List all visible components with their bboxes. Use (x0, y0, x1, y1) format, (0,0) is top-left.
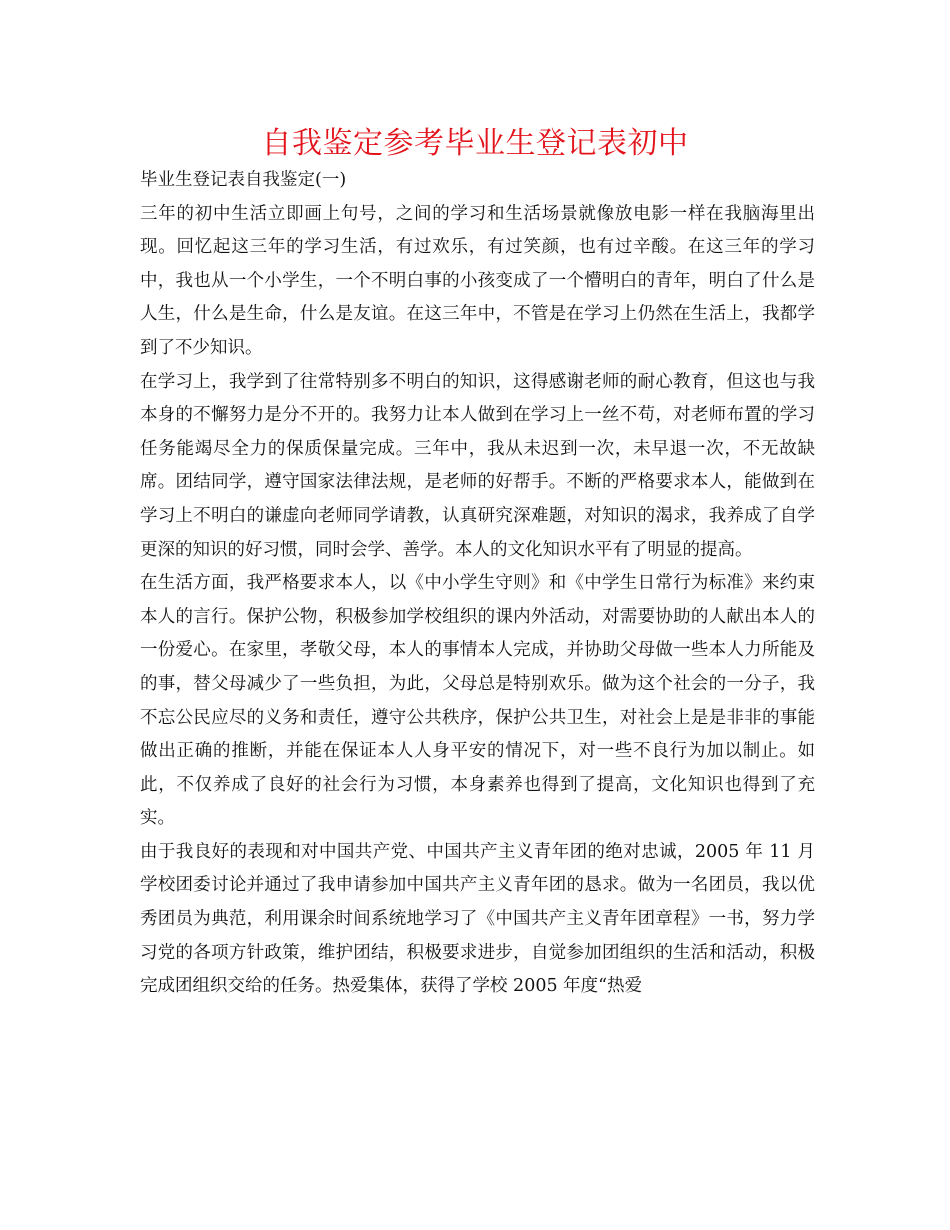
document-body (140, 164, 815, 1004)
section-heading: 毕业生登记表自我鉴定(一) (140, 170, 347, 190)
document-title: 自我鉴定参考毕业生登记表初中 (261, 126, 689, 161)
paragraph-3: 在生活方面，我严格要求本人，以《中小学生守则》和《中学生日常行为标准》来约束本人的言行。保护公物，积极参加学校组织的课内外活动，对需要协助的人献出本人的一份爱心。在家里，孝敬父母，本人的事情本人完成，并协助父母做一些本人力所能及的事，替父母减少了一些负担，为此，父母总是特别欢乐。做为这个社会的一分子，我不忘公民应尽的义务和责任，遵守公共秩序，保护公共卫生，对社会上是是非非的事能做出正确的推断，并能在保证本人人身平安的情况下，对一些不良行为加以制止。如此，不仅养成了良好的社会行为习惯，本身素养也得到了提高，文化知识也得到了充实。 (140, 573, 815, 829)
paragraph-1: 三年的初中生活立即画上句号，之间的学习和生活场景就像放电影一样在我脑海里出现。回忆起这三年的学习生活，有过欢乐，有过笑颜，也有过辛酸。在这三年的学习中，我也从一个小学生，一个不明白事的小孩变成了一个懵明白的青年，明白了什么是人生，什么是生命，什么是友谊。在这三年中，不管是在学习上仍然在生活上，我都学到了不少知识。 (140, 203, 815, 358)
paragraph-2: 在学习上，我学到了往常特别多不明白的知识，这得感谢老师的耐心教育，但这也与我本身的不懈努力是分不开的。我努力让本人做到在学习上一丝不苟，对老师布置的学习任务能竭尽全力的保质保量完成。三年中，我从未迟到一次，未早退一次，不无故缺席。团结同学，遵守国家法律法规，是老师的好帮手。不断的严格要求本人，能做到在学习上不明白的谦虚向老师同学请教，认真研究深难题，对知识的渴求，我养成了自学更深的知识的好习惯，同时会学、善学。本人的文化知识水平有了明显的提高。 (140, 371, 815, 560)
paragraph-4: 由于我良好的表现和对中国共产党、中国共产主义青年团的绝对忠诚，2005 年 11 月学校团委讨论并通过了我申请参加中国共产主义青年团的恳求。做为一名团员，我以优秀团员为典范，利用课余时间系统地学习了《中国共产主义青年团章程》一书，努力学习党的各项方针政策，维护团结，积极要求进步，自觉参加团组织的生活和活动，积极完成团组织交给的任务。热爱集体，获得了学校 2005 年度“热爱 (140, 841, 815, 997)
